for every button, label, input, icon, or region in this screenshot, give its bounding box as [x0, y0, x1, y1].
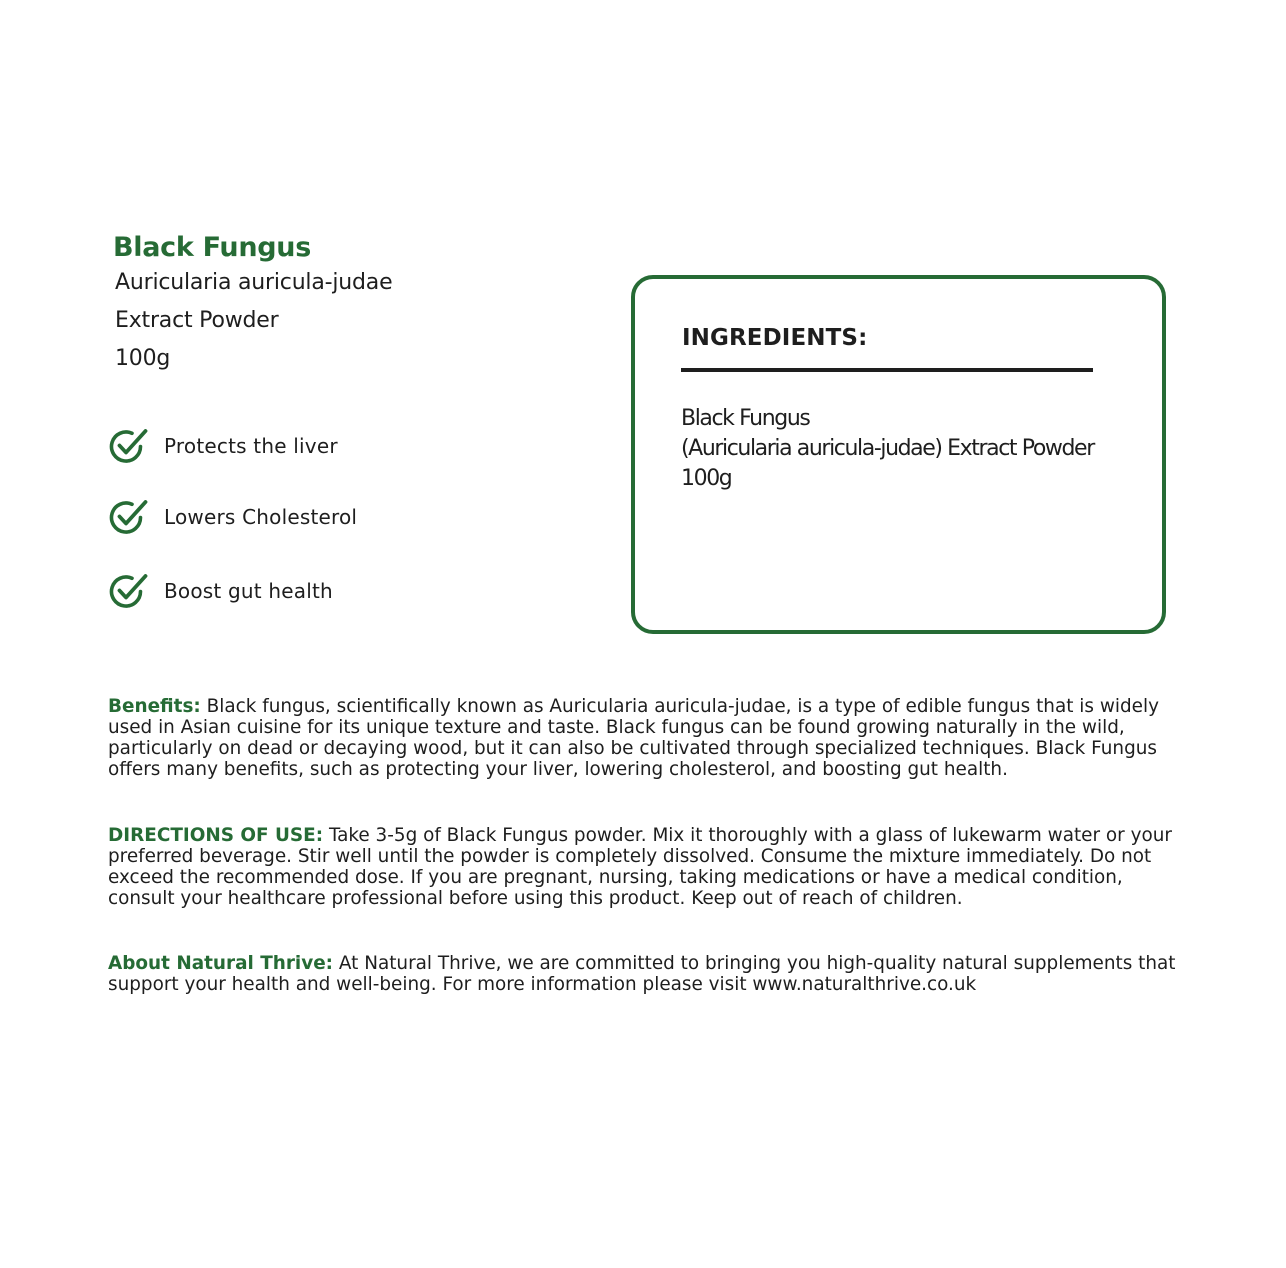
about-paragraph: [108, 953, 1178, 995]
benefits-text: Black fungus, scientifically known as Auricularia auricula-judae, is a type of edible fungus that is widely used in Asian cuisine for its unique texture and taste. Black fungus can be found growing naturally in the wild, particularly on dead or decaying wood, but it can also be cultivated through specialized techniques. Black Fungus offers many benefits, such as protecting your liver, lowering cholesterol, and boosting gut health.: [108, 696, 1159, 780]
feature-label: Lowers Cholesterol: [164, 505, 358, 529]
check-circle-icon: [108, 497, 150, 537]
product-latin-name: Auricularia auricula-judae: [115, 270, 393, 295]
check-circle-icon: [108, 426, 150, 466]
directions-paragraph: [108, 825, 1178, 909]
directions-label: DIRECTIONS OF USE:: [108, 825, 324, 846]
feature-item-liver: [108, 426, 338, 466]
check-circle-icon: [108, 571, 150, 611]
product-form: Extract Powder: [115, 308, 279, 333]
about-label: About Natural Thrive:: [108, 953, 334, 974]
product-title: Black Fungus: [113, 232, 311, 263]
feature-label: Protects the liver: [164, 434, 338, 458]
ingredient-weight: 100g: [681, 466, 732, 491]
feature-item-cholesterol: [108, 497, 357, 537]
benefits-paragraph: [108, 696, 1178, 780]
ingredient-latin-form: (Auricularia auricula-judae) Extract Powder: [681, 436, 1094, 461]
feature-item-gut-health: [108, 571, 333, 611]
product-weight: 100g: [115, 346, 171, 371]
ingredient-name: Black Fungus: [681, 406, 810, 431]
ingredients-divider: [681, 368, 1093, 372]
ingredients-heading: INGREDIENTS:: [682, 325, 868, 351]
about-text: At Natural Thrive, we are committed to bringing you high-quality natural supplements that support your health and well-being. For more information please visit www.naturalthrive.co.uk: [108, 953, 1176, 995]
directions-text: Take 3-5g of Black Fungus powder. Mix it thoroughly with a glass of lukewarm water or your preferred beverage. Stir well until the powder is completely dissolved. Consume the mixture immediately. Do not exceed the recommended dose. If you are pregnant, nursing, taking medications or have a medical condition, consult your healthcare professional before using this product. Keep out of reach of children.: [108, 825, 1172, 909]
benefits-label: Benefits:: [108, 696, 201, 717]
feature-label: Boost gut health: [164, 579, 333, 603]
ingredients-panel: [631, 275, 1166, 634]
